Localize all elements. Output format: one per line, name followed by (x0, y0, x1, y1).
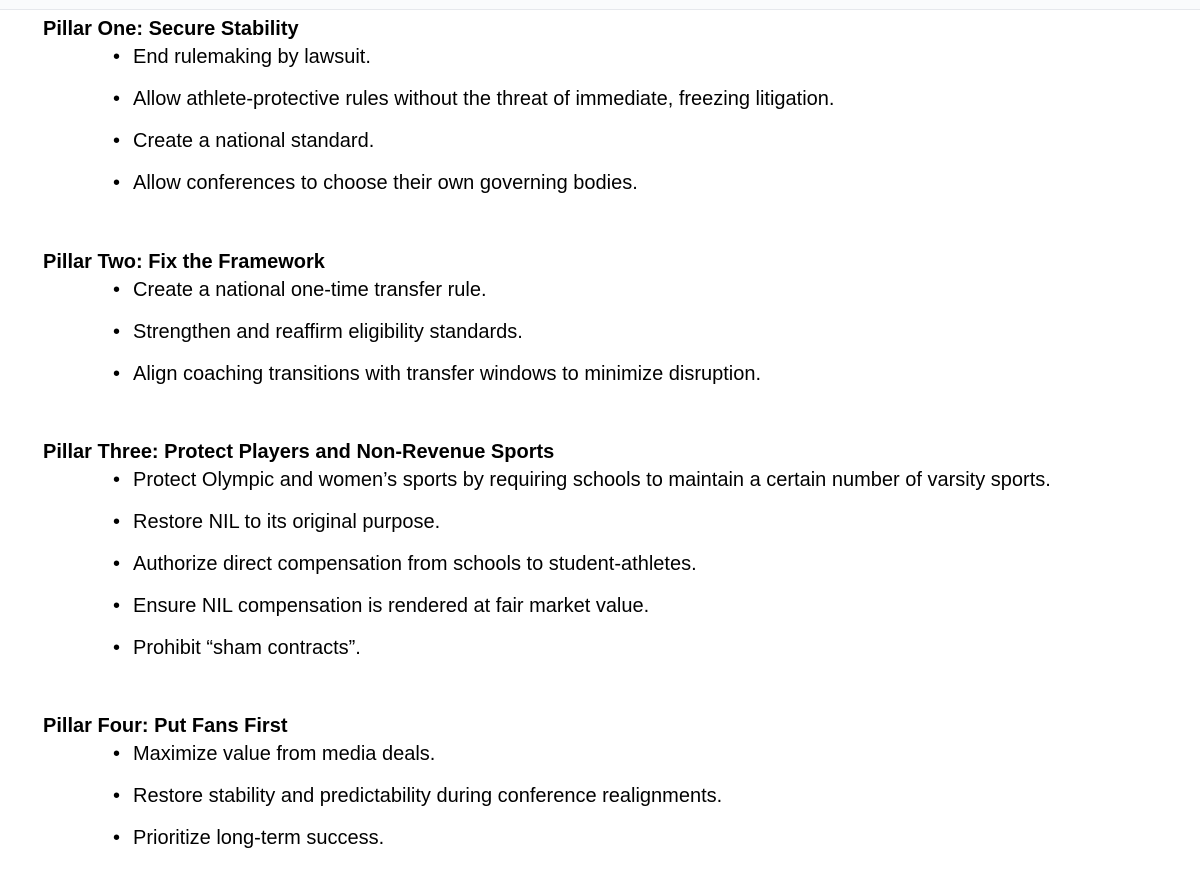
list-item (43, 510, 1183, 552)
pillar-two-section (43, 250, 1183, 404)
list-item-text: Align coaching transitions with transfer windows to minimize disruption. (133, 363, 762, 385)
pillar-two-list (43, 278, 1183, 404)
list-item-text: Restore stability and predictability during conference realignments. (133, 785, 723, 807)
list-item (43, 45, 1183, 87)
bullet-icon: • (113, 827, 121, 849)
list-item-text: Prioritize long-term success. (133, 827, 385, 849)
list-item (43, 468, 1183, 510)
list-item (43, 87, 1183, 129)
top-border (0, 0, 1200, 10)
list-item-text: Create a national one-time transfer rule. (133, 279, 487, 301)
list-item (43, 636, 1183, 678)
list-item-text: Create a national standard. (133, 130, 375, 152)
list-item (43, 129, 1183, 171)
list-item-text: Authorize direct compensation from schools to student-athletes. (133, 553, 697, 575)
list-item (43, 552, 1183, 594)
bullet-icon: • (113, 785, 121, 807)
list-item (43, 320, 1183, 362)
list-item (43, 594, 1183, 636)
list-item-text: Restore NIL to its original purpose. (133, 511, 441, 533)
pillar-three-title: Pillar Three: Protect Players and Non-Revenue Sports (43, 441, 555, 463)
bullet-icon: • (113, 321, 121, 343)
pillar-four-title: Pillar Four: Put Fans First (43, 715, 288, 737)
pillar-four-list (43, 742, 1183, 868)
bullet-icon: • (113, 595, 121, 617)
list-item (43, 362, 1183, 404)
list-item (43, 742, 1183, 784)
bullet-icon: • (113, 88, 121, 110)
list-item (43, 784, 1183, 826)
pillar-three-section (43, 440, 1183, 678)
pillar-one-title: Pillar One: Secure Stability (43, 18, 299, 40)
bullet-icon: • (113, 743, 121, 765)
bullet-icon: • (113, 469, 121, 491)
pillar-one-list (43, 45, 1183, 213)
list-item-text: Protect Olympic and women’s sports by requiring schools to maintain a certain number of varsity sports. (133, 469, 1051, 491)
bullet-icon: • (113, 172, 121, 194)
list-item (43, 826, 1183, 868)
pillar-two-title: Pillar Two: Fix the Framework (43, 251, 325, 273)
bullet-icon: • (113, 363, 121, 385)
list-item-text: Ensure NIL compensation is rendered at fair market value. (133, 595, 650, 617)
list-item (43, 171, 1183, 213)
list-item-text: Strengthen and reaffirm eligibility standards. (133, 321, 523, 343)
list-item-text: Allow conferences to choose their own governing bodies. (133, 172, 638, 194)
bullet-icon: • (113, 511, 121, 533)
list-item-text: Allow athlete-protective rules without the threat of immediate, freezing litigation. (133, 88, 835, 110)
bullet-icon: • (113, 637, 121, 659)
list-item-text: End rulemaking by lawsuit. (133, 46, 371, 68)
list-item-text: Maximize value from media deals. (133, 743, 436, 765)
pillar-one-section (43, 17, 1183, 213)
bullet-icon: • (113, 46, 121, 68)
bullet-icon: • (113, 553, 121, 575)
list-item (43, 278, 1183, 320)
bullet-icon: • (113, 279, 121, 301)
list-item-text: Prohibit “sham contracts”. (133, 637, 361, 659)
pillar-three-list (43, 468, 1183, 678)
pillar-four-section (43, 714, 1183, 868)
bullet-icon: • (113, 130, 121, 152)
